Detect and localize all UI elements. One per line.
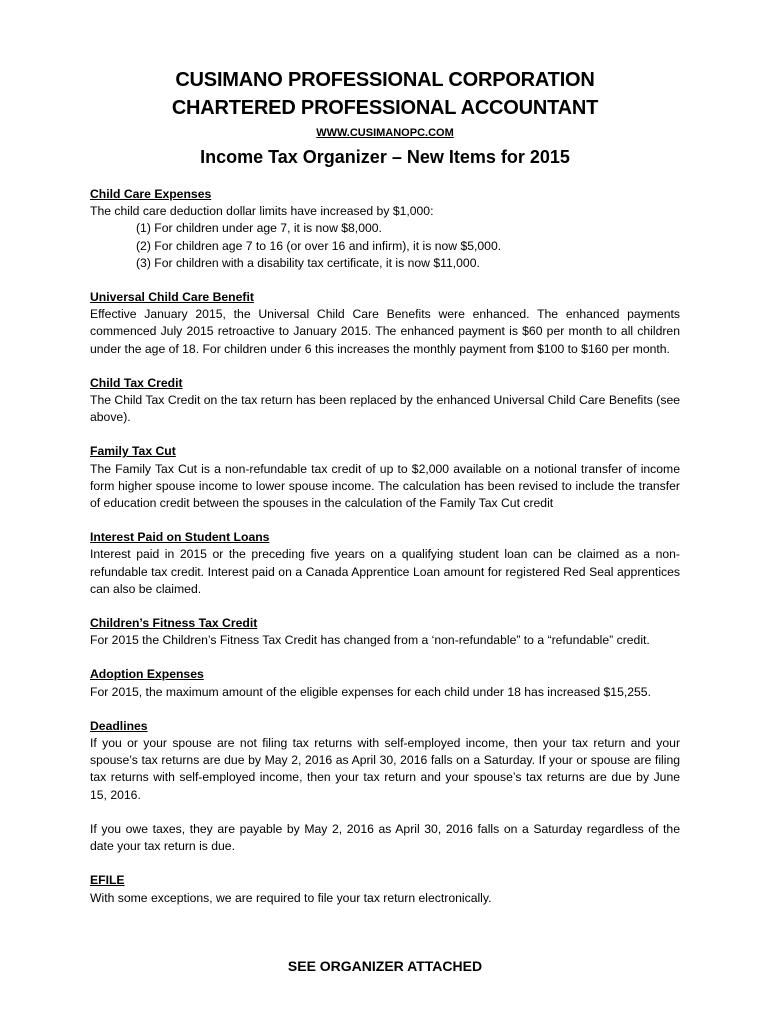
document-body: [90, 186, 680, 907]
section-intro: The child care deduction dollar limits have increased by $1,000:: [90, 204, 434, 219]
section-deadlines: [90, 718, 680, 855]
section-text: For 2015 the Children’s Fitness Tax Credit has changed from a ‘non-refundable” to a “refundable” credit.: [90, 633, 650, 648]
section-heading: Child Care Expenses: [90, 187, 212, 201]
section-heading: Universal Child Care Benefit: [90, 290, 254, 305]
section-child-care-expenses: [90, 186, 680, 272]
section-text: For 2015, the maximum amount of the eligible expenses for each child under 18 has increased $15,255.: [90, 684, 651, 699]
section-child-tax-credit: [90, 375, 680, 427]
page-title: Income Tax Organizer – New Items for 2015: [200, 147, 570, 167]
section-text: The Family Tax Cut is a non-refundable tax credit of up to $2,000 available on a notional transfer of income form higher spouse income to lower spouse income. The calculation has been revised to include the transfer of education credit between the spouses in the calculation of the Family Tax Cut credit: [90, 461, 680, 511]
website-link[interactable]: WWW.CUSIMANOPC.COM: [316, 127, 454, 139]
company-name: CUSIMANO PROFESSIONAL CORPORATION: [175, 69, 595, 91]
section-text: Interest paid in 2015 or the preceding five years on a qualifying student loan can be claimed as a non-refundable tax credit. Interest paid on a Canada Apprentice Loan amount for registered Red Seal apprentices can also be claimed.: [90, 547, 680, 596]
section-text: Effective January 2015, the Universal Child Care Benefits were enhanced. The enhanced payments commenced July 2015 retroactive to January 2015. The enhanced payment is $60 per month to all children under the age of 18. For children under 6 this increases the monthly payment from $100 to $160 per month.: [90, 307, 680, 356]
list-item: (1) For children under age 7, it is now $8,000.: [136, 221, 382, 236]
footer-note: SEE ORGANIZER ATTACHED: [287, 958, 483, 974]
limits-list: [90, 220, 680, 272]
section-heading: Children’s Fitness Tax Credit: [90, 616, 258, 631]
list-item: (2) For children age 7 to 16 (or over 16 and infirm), it is now $5,000.: [136, 238, 502, 253]
section-heading: Family Tax Cut: [90, 444, 176, 459]
section-heading: EFILE: [90, 873, 125, 888]
section-heading: Deadlines: [90, 718, 148, 733]
section-childrens-fitness-tax-credit: [90, 615, 680, 649]
section-heading: Child Tax Credit: [90, 375, 183, 390]
section-efile: [90, 872, 680, 906]
section-text: [90, 203, 680, 272]
section-family-tax-cut: [90, 443, 680, 512]
paragraph: If you or your spouse are not filing tax returns with self-employed income, then your tax return and your spouse’s tax returns are due by May 2, 2016 as April 30, 2016 falls on a Saturday. If your or spouse are filing tax returns with self-employed income, then your tax return and your spouse’s tax returns are due by June 15, 2016.: [90, 736, 680, 802]
section-text: [90, 735, 680, 855]
section-text: With some exceptions, we are required to file your tax return electronically.: [90, 890, 492, 905]
section-heading: Adoption Expenses: [90, 667, 204, 682]
section-adoption-expenses: [90, 666, 680, 700]
section-student-loans: [90, 529, 680, 598]
list-item: (3) For children with a disability tax certificate, it is now $11,000.: [136, 255, 480, 270]
letterhead: [90, 66, 680, 170]
section-text: The Child Tax Credit on the tax return has been replaced by the enhanced Universal Child Care Benefits (see above).: [90, 393, 680, 425]
paragraph: If you owe taxes, they are payable by May 2, 2016 as April 30, 2016 falls on a Saturday regardless of the date your tax return is due.: [90, 821, 680, 854]
company-designation: CHARTERED PROFESSIONAL ACCOUNTANT: [171, 97, 599, 119]
section-heading: Interest Paid on Student Loans: [90, 530, 270, 545]
section-universal-child-care-benefit: [90, 289, 680, 358]
